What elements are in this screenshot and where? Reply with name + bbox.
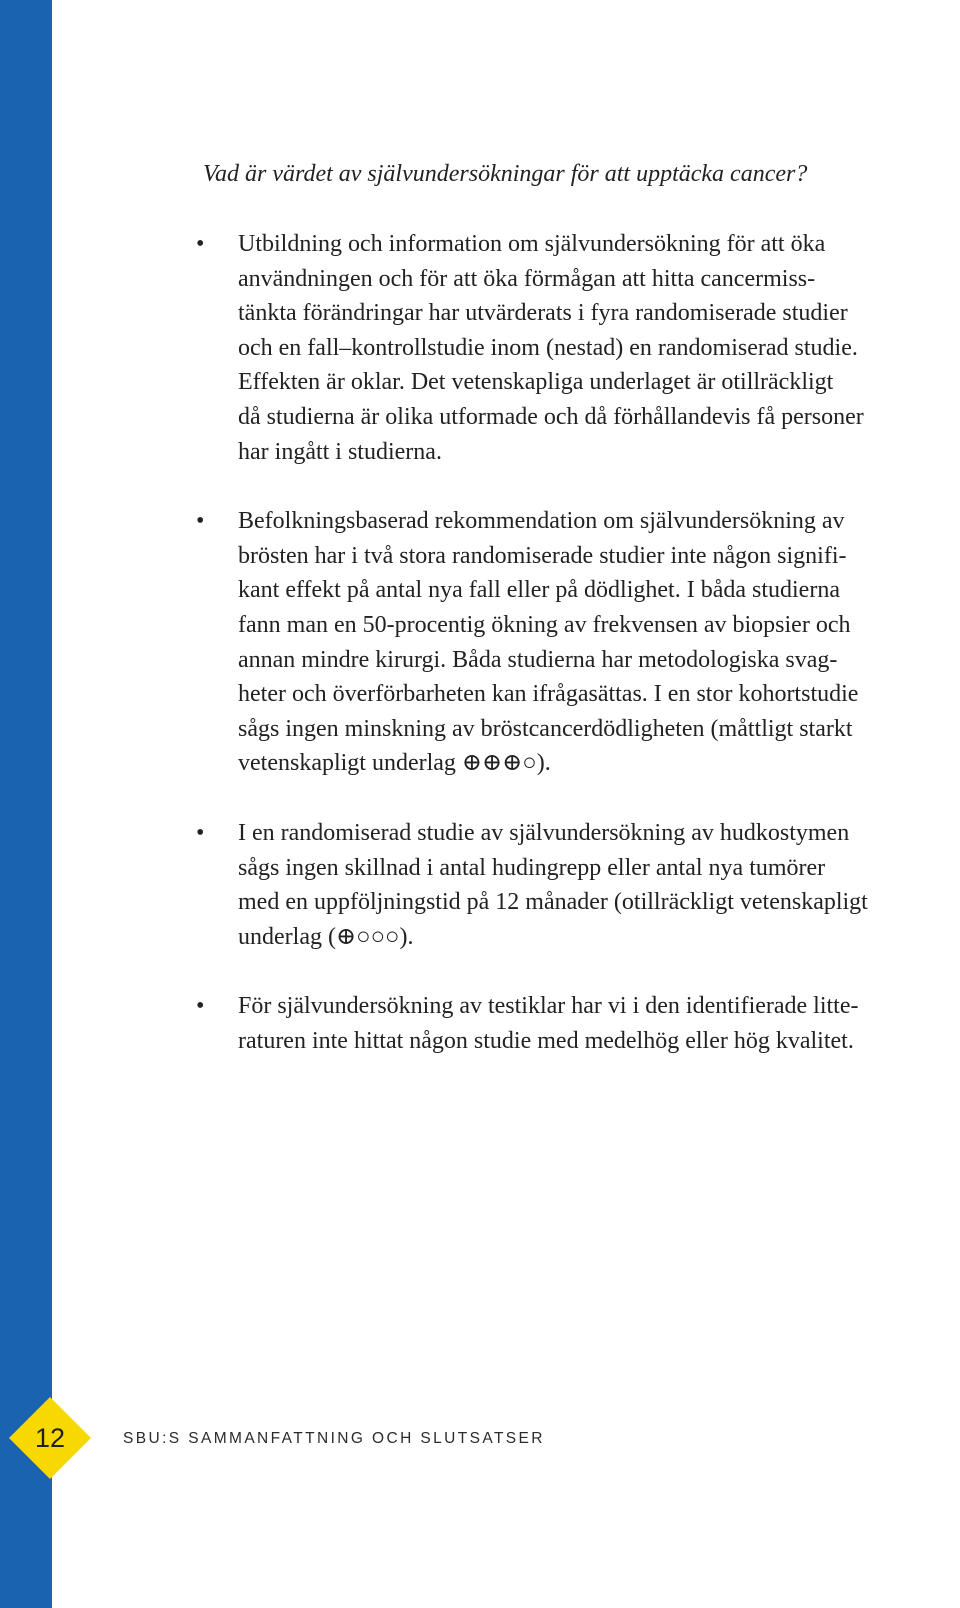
bullet-list [196,227,940,1093]
text-line: heter och överförbarheten kan ifrågasättas. I en stor kohortstudie [238,681,859,708]
section-heading: Vad är värdet av självundersökningar för att upptäcka cancer? [203,161,808,187]
bullet-text [238,227,940,469]
text-line: För självundersökning av testiklar har vi i den identifierade litte- [238,993,859,1020]
bullet-text [238,504,940,781]
text-line: Utbildning och information om självundersökning för att öka [238,231,826,257]
bullet-item-breast [196,504,940,781]
side-color-bar [0,0,52,1608]
footer-title: SBU:S SAMMANFATTNING OCH SLUTSATSER [123,1430,545,1447]
page-number-badge [9,1397,91,1479]
text-line: då studierna är olika utformade och då förhållandevis få personer [238,403,864,430]
text-line: annan mindre kirurgi. Båda studierna har metodologiska svag- [238,646,838,673]
text-line: har ingått i studierna. [238,438,442,465]
bullet-item-skin [196,816,940,954]
text-line: sågs ingen skillnad i antal hudingrepp eller antal nya tumörer [238,854,826,881]
text-line: och en fall–kontrollstudie inom (nestad) en randomiserad studie. [238,334,858,361]
bullet-text [238,989,940,1058]
text-line: I en randomiserad studie av självundersökning av hudkostymen [238,819,850,846]
bullet-item-training [196,227,940,469]
text-line: vetenskapligt underlag ⊕⊕⊕○). [238,750,551,777]
text-line: fann man en 50-procentig ökning av frekvensen av biopsier och [238,611,851,638]
text-line: raturen inte hittat någon studie med medelhög eller hög kvalitet. [238,1027,854,1054]
text-line: med en uppföljningstid på 12 månader (otillräckligt vetenskapligt [238,889,868,916]
bullet-icon: • [196,819,205,846]
page-number: 12 [34,1423,66,1453]
bullet-text [238,816,940,954]
bullet-icon: • [196,231,205,257]
text-line: Effekten är oklar. Det vetenskapliga underlaget är otillräckligt [238,369,834,396]
text-line: underlag (⊕○○○). [238,923,414,950]
text-line: kant effekt på antal nya fall eller på dödlighet. I båda studierna [238,577,840,604]
text-line: sågs ingen minskning av bröstcancerdödligheten (måttligt starkt [238,715,853,742]
text-line: tänkta förändringar har utvärderats i fyra randomiserade studier [238,300,848,327]
bullet-item-testicles [196,989,940,1058]
text-line: användningen och för att öka förmågan att hitta cancermiss- [238,265,816,292]
bullet-icon: • [196,508,205,535]
text-line: Befolkningsbaserad rekommendation om självundersökning av [238,508,845,535]
text-line: brösten har i två stora randomiserade studier inte någon signifi- [238,542,847,569]
bullet-icon: • [196,993,205,1020]
